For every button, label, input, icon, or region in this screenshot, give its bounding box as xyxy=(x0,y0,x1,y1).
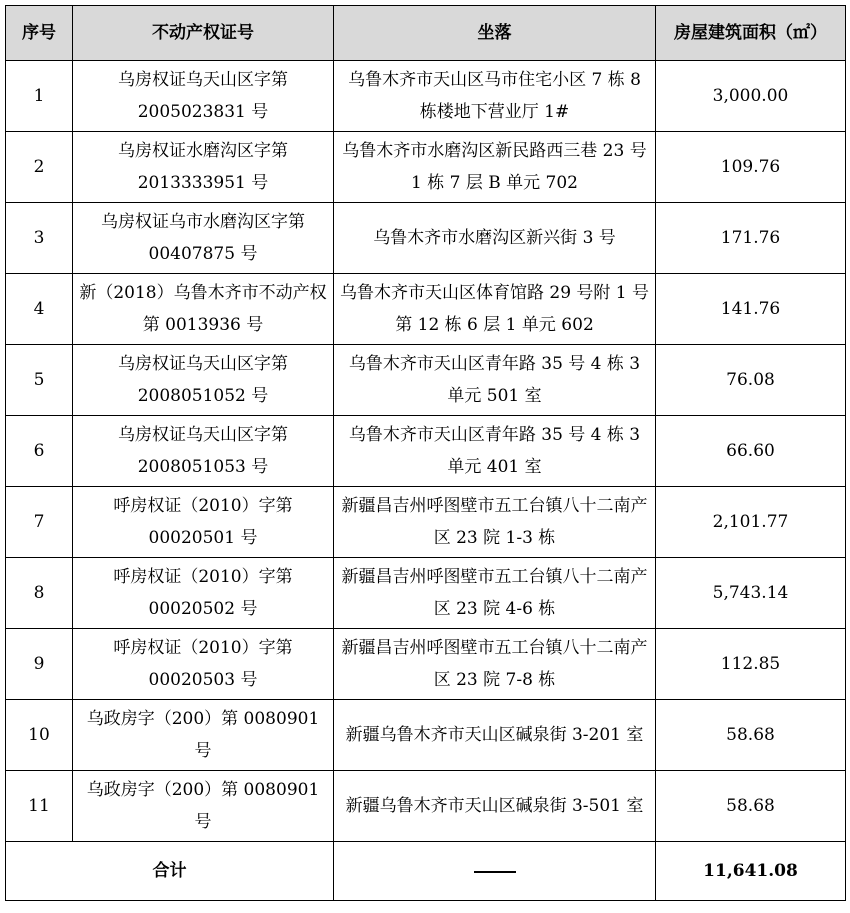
table-row xyxy=(6,487,846,558)
cell-index: 9 xyxy=(6,629,73,700)
cell-location: 乌鲁木齐市水磨沟区新兴街 3 号 xyxy=(334,203,656,274)
cell-area: 112.85 xyxy=(656,629,846,700)
header-index: 序号 xyxy=(6,6,73,61)
cell-area: 141.76 xyxy=(656,274,846,345)
cell-cert: 乌房权证乌天山区字第 2008051052 号 xyxy=(73,345,334,416)
cell-area: 5,743.14 xyxy=(656,558,846,629)
total-row xyxy=(6,842,846,901)
cell-cert: 乌房权证乌市水磨沟区字第 00407875 号 xyxy=(73,203,334,274)
cell-area: 58.68 xyxy=(656,771,846,842)
cell-index: 11 xyxy=(6,771,73,842)
table-row xyxy=(6,558,846,629)
cell-area: 76.08 xyxy=(656,345,846,416)
table-row xyxy=(6,61,846,132)
cell-cert: 乌政房字（200）第 0080901 号 xyxy=(73,700,334,771)
table-row xyxy=(6,700,846,771)
cell-area: 66.60 xyxy=(656,416,846,487)
cell-area: 171.76 xyxy=(656,203,846,274)
cell-location: 乌鲁木齐市天山区体育馆路 29 号附 1 号第 12 栋 6 层 1 单元 602 xyxy=(334,274,656,345)
cell-index: 10 xyxy=(6,700,73,771)
total-location xyxy=(334,842,656,901)
cell-cert: 呼房权证（2010）字第 00020501 号 xyxy=(73,487,334,558)
table-row xyxy=(6,771,846,842)
cell-index: 7 xyxy=(6,487,73,558)
table-row xyxy=(6,416,846,487)
header-cert: 不动产权证号 xyxy=(73,6,334,61)
cell-location: 乌鲁木齐市水磨沟区新民路西三巷 23 号 1 栋 7 层 B 单元 702 xyxy=(334,132,656,203)
cell-cert: 呼房权证（2010）字第 00020502 号 xyxy=(73,558,334,629)
header-area: 房屋建筑面积（㎡） xyxy=(656,6,846,61)
cell-cert: 乌房权证水磨沟区字第 2013333951 号 xyxy=(73,132,334,203)
total-area: 11,641.08 xyxy=(656,842,846,901)
cell-location: 新疆昌吉州呼图壁市五工台镇八十二南产区 23 院 4-6 栋 xyxy=(334,558,656,629)
cell-index: 6 xyxy=(6,416,73,487)
cell-location: 乌鲁木齐市天山区青年路 35 号 4 栋 3 单元 501 室 xyxy=(334,345,656,416)
cell-location: 新疆乌鲁木齐市天山区碱泉街 3-501 室 xyxy=(334,771,656,842)
table-row xyxy=(6,345,846,416)
header-location: 坐落 xyxy=(334,6,656,61)
cell-cert: 新（2018）乌鲁木齐市不动产权第 0013936 号 xyxy=(73,274,334,345)
cell-area: 2,101.77 xyxy=(656,487,846,558)
cell-index: 3 xyxy=(6,203,73,274)
cell-location: 新疆乌鲁木齐市天山区碱泉街 3-201 室 xyxy=(334,700,656,771)
table-header xyxy=(6,6,846,61)
cell-index: 5 xyxy=(6,345,73,416)
cell-cert: 乌房权证乌天山区字第 2005023831 号 xyxy=(73,61,334,132)
cell-index: 1 xyxy=(6,61,73,132)
cell-cert: 呼房权证（2010）字第 00020503 号 xyxy=(73,629,334,700)
table-body xyxy=(6,61,846,842)
cell-location: 乌鲁木齐市天山区马市住宅小区 7 栋 8 栋楼地下营业厅 1# xyxy=(334,61,656,132)
cell-location: 新疆昌吉州呼图壁市五工台镇八十二南产区 23 院 7-8 栋 xyxy=(334,629,656,700)
total-label: 合计 xyxy=(6,842,334,901)
cell-area: 3,000.00 xyxy=(656,61,846,132)
cell-area: 58.68 xyxy=(656,700,846,771)
cell-location: 新疆昌吉州呼图壁市五工台镇八十二南产区 23 院 1-3 栋 xyxy=(334,487,656,558)
cell-cert: 乌政房字（200）第 0080901 号 xyxy=(73,771,334,842)
cell-area: 109.76 xyxy=(656,132,846,203)
table-row xyxy=(6,274,846,345)
cell-index: 8 xyxy=(6,558,73,629)
cell-index: 2 xyxy=(6,132,73,203)
cell-cert: 乌房权证乌天山区字第 2008051053 号 xyxy=(73,416,334,487)
property-table xyxy=(5,5,846,901)
table-row xyxy=(6,203,846,274)
header-row xyxy=(6,6,846,61)
table-footer xyxy=(6,842,846,901)
cell-index: 4 xyxy=(6,274,73,345)
table-row xyxy=(6,629,846,700)
dash-placeholder xyxy=(474,871,516,873)
cell-location: 乌鲁木齐市天山区青年路 35 号 4 栋 3 单元 401 室 xyxy=(334,416,656,487)
table-row xyxy=(6,132,846,203)
